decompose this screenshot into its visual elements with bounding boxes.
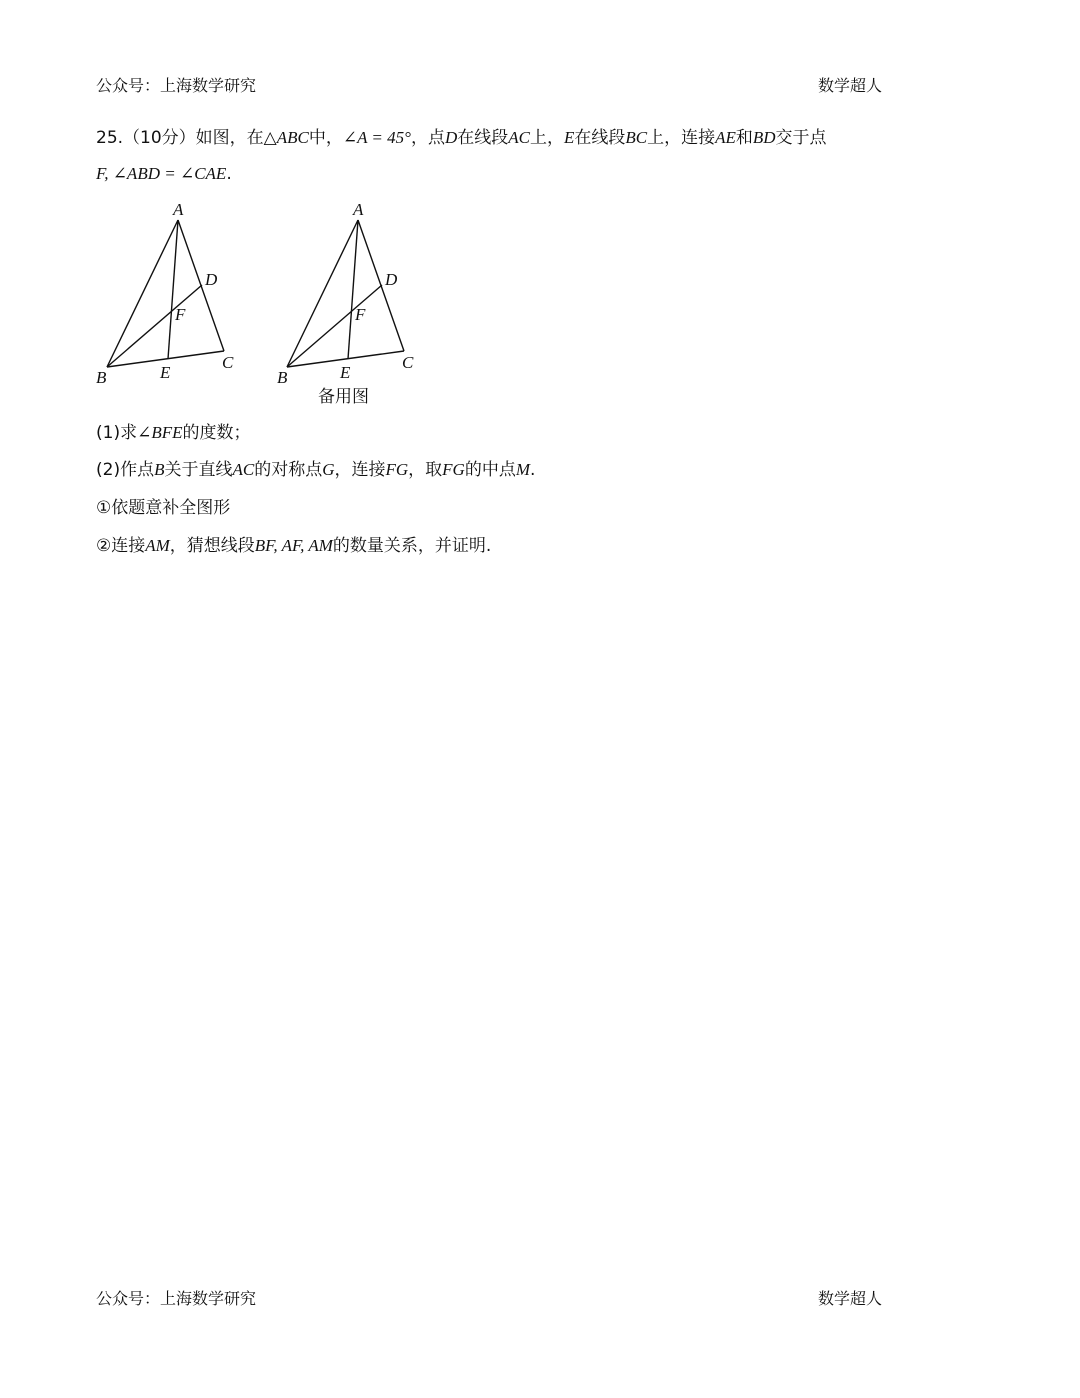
header-right: 数学超人 [818, 76, 883, 95]
question-2-part-1 [96, 496, 230, 520]
label-c: C [402, 353, 414, 372]
math-angle-a: ∠A = 45° [342, 128, 411, 147]
text-segment: 的数量关系，并证明. [332, 536, 492, 556]
text-segment: ，猜想线段 [169, 536, 255, 556]
math-segment-ae: AE [715, 128, 736, 147]
text-segment: 中， [308, 128, 343, 148]
text-segment: (1)求 [96, 423, 138, 443]
text-segment: 上，连接 [647, 128, 716, 148]
triangle-figure-spare [270, 196, 440, 392]
math-point-e: E [563, 128, 575, 147]
text-segment: ①依题意补全图形 [96, 498, 231, 518]
math-segments-list: BF, AF, AM [254, 536, 333, 555]
text-segment: 上， [529, 128, 564, 148]
triangle-figure-main [90, 196, 260, 392]
math-point-b: B [154, 460, 165, 479]
math-angle-equality: F, ∠ABD = ∠CAE [96, 164, 227, 183]
header-left: 公众号：上海数学研究 [96, 76, 257, 95]
label-b: B [277, 368, 288, 387]
segment-ae [168, 220, 178, 359]
label-f: F [175, 305, 186, 324]
text-segment: 在线段 [457, 128, 509, 148]
question-2-part-2 [96, 534, 491, 558]
segment-ab [107, 220, 178, 367]
math-point-m: M [515, 460, 531, 479]
math-segment-bc: BC [625, 128, 648, 147]
math-segment-fg: FG [385, 460, 409, 479]
math-segment-am: AM [145, 536, 170, 555]
segment-ae [348, 220, 358, 359]
footer-right: 数学超人 [818, 1289, 883, 1308]
text-segment: 和 [735, 128, 753, 148]
text-segment: 在线段 [574, 128, 626, 148]
question-1 [96, 421, 251, 445]
segment-bd [287, 285, 382, 367]
text-segment: 的度数； [182, 423, 251, 443]
label-d: D [385, 270, 398, 289]
math-point-d: D [444, 128, 458, 147]
text-segment: . [530, 460, 536, 480]
label-d: D [205, 270, 218, 289]
segment-bd [107, 285, 202, 367]
math-triangle-abc: △ABC [263, 128, 309, 147]
label-b: B [96, 368, 107, 387]
question-2 [96, 458, 535, 482]
footer-left: 公众号：上海数学研究 [96, 1289, 257, 1308]
text-segment: 25.（10分）如图，在 [96, 128, 264, 148]
text-segment: ，取 [408, 460, 443, 480]
label-e: E [340, 363, 351, 382]
text-segment: ，点 [410, 128, 445, 148]
math-point-g: G [322, 460, 335, 479]
text-segment: 的中点 [464, 460, 516, 480]
text-segment: 关于直线 [164, 460, 233, 480]
math-segment-fg: FG [442, 460, 465, 479]
text-segment: ②连接 [96, 536, 146, 556]
text-segment: . [226, 164, 232, 184]
label-e: E [160, 363, 171, 382]
figure-caption: 备用图 [318, 387, 369, 407]
problem-line-1 [96, 126, 827, 150]
math-angle-bfe: ∠BFE [137, 423, 183, 442]
segment-ab [287, 220, 358, 367]
math-line-ac: AC [232, 460, 255, 479]
text-segment: (2)作点 [96, 460, 155, 480]
text-segment: 的对称点 [254, 460, 323, 480]
problem-line-2 [96, 162, 232, 186]
label-c: C [222, 353, 234, 372]
label-f: F [355, 305, 366, 324]
text-segment: ，连接 [334, 460, 386, 480]
label-a: A [173, 200, 184, 219]
math-segment-bd: BD [752, 128, 776, 147]
text-segment: 交于点 [775, 128, 827, 148]
math-segment-ac: AC [508, 128, 530, 147]
label-a: A [353, 200, 364, 219]
